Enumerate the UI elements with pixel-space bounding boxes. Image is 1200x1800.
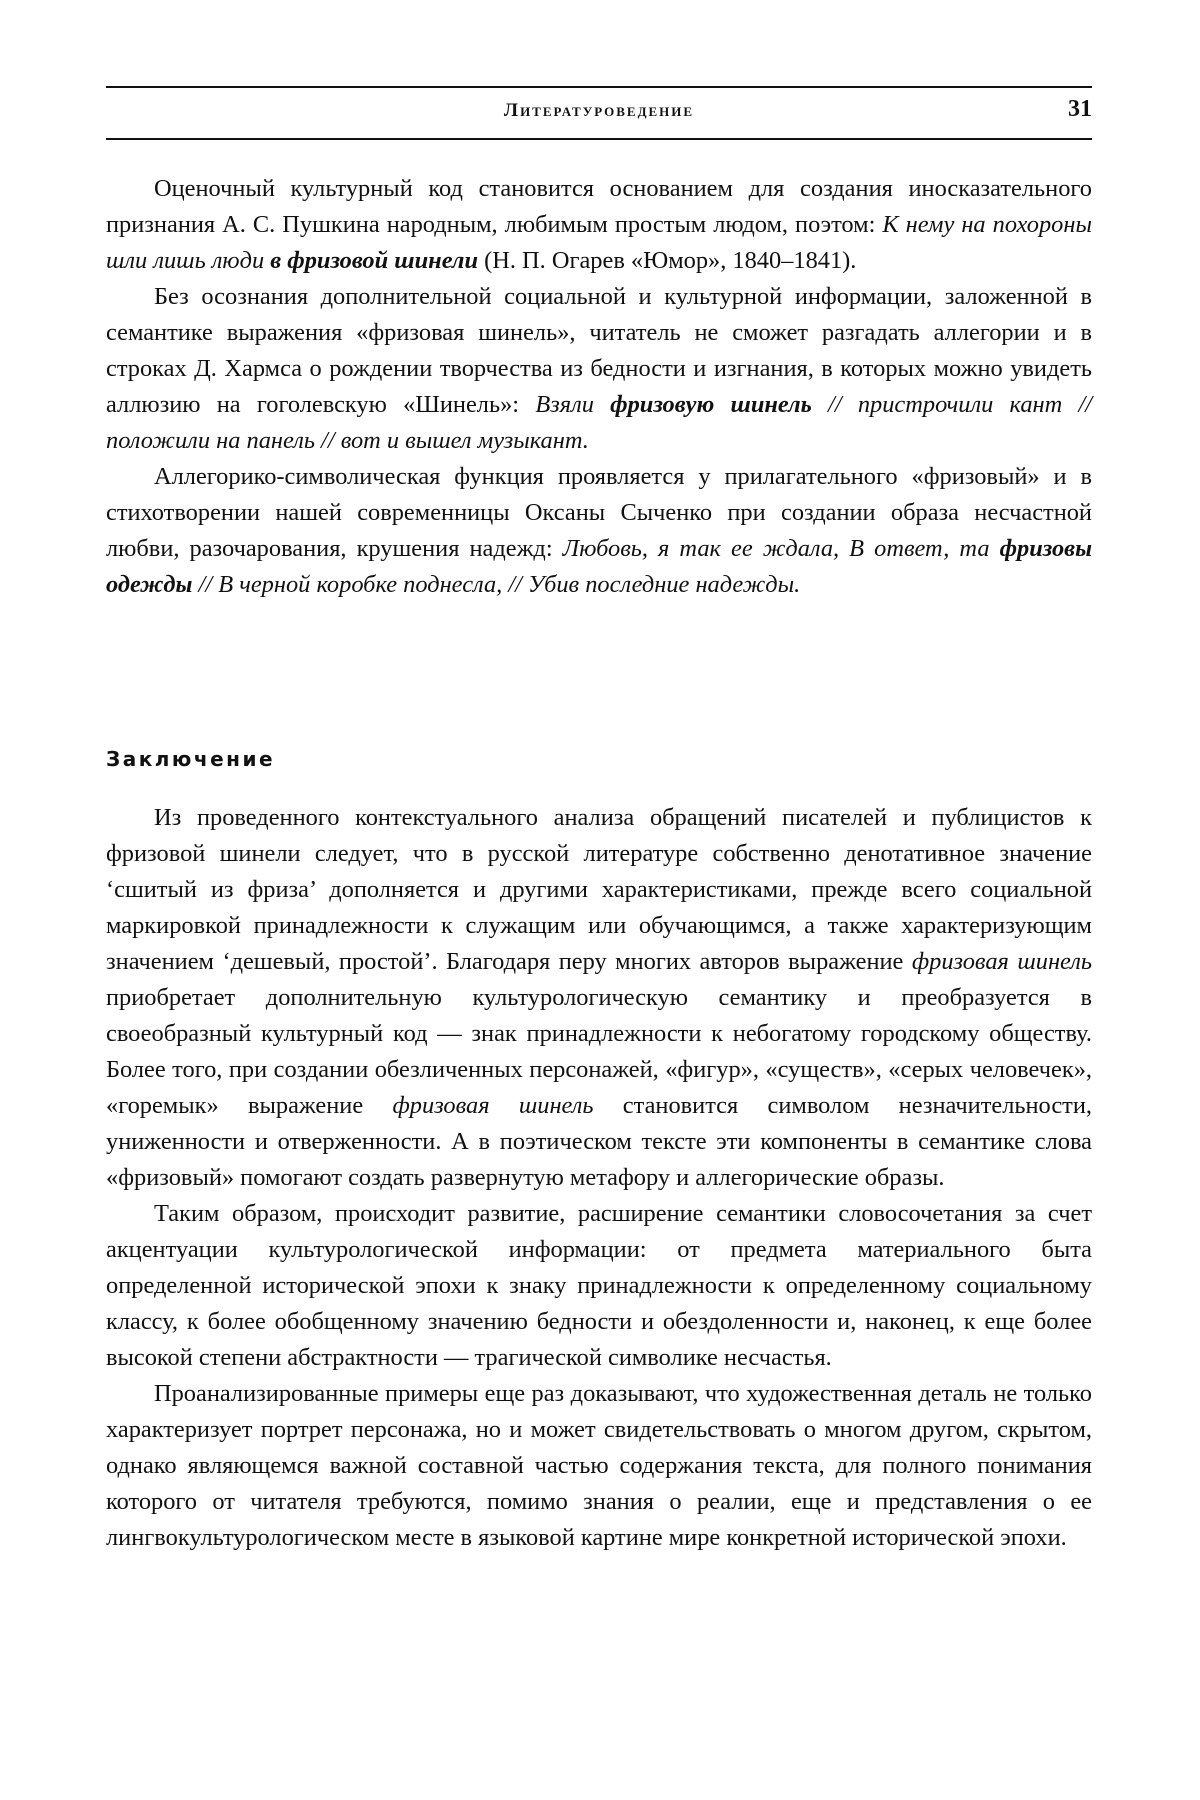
text-run: приобретает дополнительную культурологическую семантику и преобразуется в своеобразный культурный код — знак принадлежности к небогатому городскому обществу. Более того, при создании обезличенных персонажей, «фигур», «существ», «серых человечек», «горемык» выражение	[106, 984, 1092, 1119]
quote-italic: // В черной коробке поднесла, // Убив последние надежды.	[192, 571, 801, 598]
term-italic: фризовая шинель	[911, 948, 1092, 975]
term-italic: фризовая шинель	[392, 1092, 594, 1119]
paragraph-semantics: Таким образом, происходит развитие, расширение семантики словосочетания за счет акцентуации культурологической информации: от предмета материального быта определенной исторической эпохи к знаку принадлежности к определенному социальному классу, к более обобщенному значению бедности и обездоленности и, наконец, к еще более высокой степени абстрактности — трагической символике несчастья.	[106, 1200, 1092, 1371]
quote-bold-italic: фризовы одежды	[106, 535, 1092, 598]
quote-bold-italic: в фризовой шинели	[270, 247, 479, 274]
page-number: 31	[1068, 96, 1092, 122]
paragraph-analysis	[106, 800, 1092, 1196]
quote-italic: К нему на похороны шли лишь люди	[106, 211, 1092, 274]
paragraph-sychenko	[106, 459, 1092, 603]
quote-italic: // пристрочили кант // положили на панель // вот и вышел музыкант.	[106, 391, 1093, 454]
running-title: Литературоведение	[503, 100, 695, 121]
quote-bold-italic: фризовую шинель	[610, 391, 812, 418]
text-run: (Н. П. Огарев «Юмор», 1840–1841).	[478, 247, 857, 274]
text-run: Оценочный культурный код становится основанием для создания иносказательного признания А. С. Пушкина народным, любимым простым людом, поэтом:	[106, 175, 1092, 238]
text-run: Аллегорико-символическая функция проявляется у прилагательного «фризовый» и в стихотворении нашей современницы Оксаны Сыченко при создании образа несчастной любви, разочарования, крушения надежд:	[106, 463, 1092, 562]
paragraph-ogarev	[106, 171, 1092, 279]
quote-italic: Взяли	[535, 391, 611, 418]
intro-section	[106, 171, 1092, 603]
paragraph-kharms	[106, 279, 1092, 459]
running-header	[106, 86, 1092, 140]
text-run: Без осознания дополнительной социальной и культурной информации, заложенной в семантике выражения «фризовая шинель», читатель не сможет разгадать аллегории и в строках Д. Хармса о рождении творчества из бедности и изгнания, в которых можно увидеть аллюзию на гоголевскую «Шинель»:	[106, 283, 1092, 418]
paragraph-summary: Проанализированные примеры еще раз доказывают, что художественная деталь не только характеризует портрет персонажа, но и может свидетельствовать о многом другом, скрытом, однако являющемся важной составной частью содержания текста, для полного понимания которого от читателя требуются, помимо знания о реалии, еще и представления о ее лингвокультурологическом месте в языковой картине мире конкретной исторической эпохи.	[106, 1380, 1092, 1551]
section-heading: Заключение	[106, 747, 276, 771]
text-run: Из проведенного контекстуального анализа обращений писателей и публицистов к фризовой шинели следует, что в русской литературе собственно денотативное значение ‘сшитый из фриза’ дополняется и другими характеристиками, прежде всего социальной маркировкой принадлежности к служащим или обучающимся, а также характеризующим значением ‘дешевый, простой’. Благодаря перу многих авторов выражение	[106, 804, 1092, 975]
text-run: становится символом незначительности, униженности и отверженности. А в поэтическом тексте эти компоненты в семантике слова «фризовый» помогают создать развернутую метафору и аллегорические образы.	[106, 1092, 1092, 1191]
conclusion-section	[106, 800, 1092, 1556]
quote-italic: Любовь, я так ее ждала, В ответ, та	[562, 535, 1000, 562]
